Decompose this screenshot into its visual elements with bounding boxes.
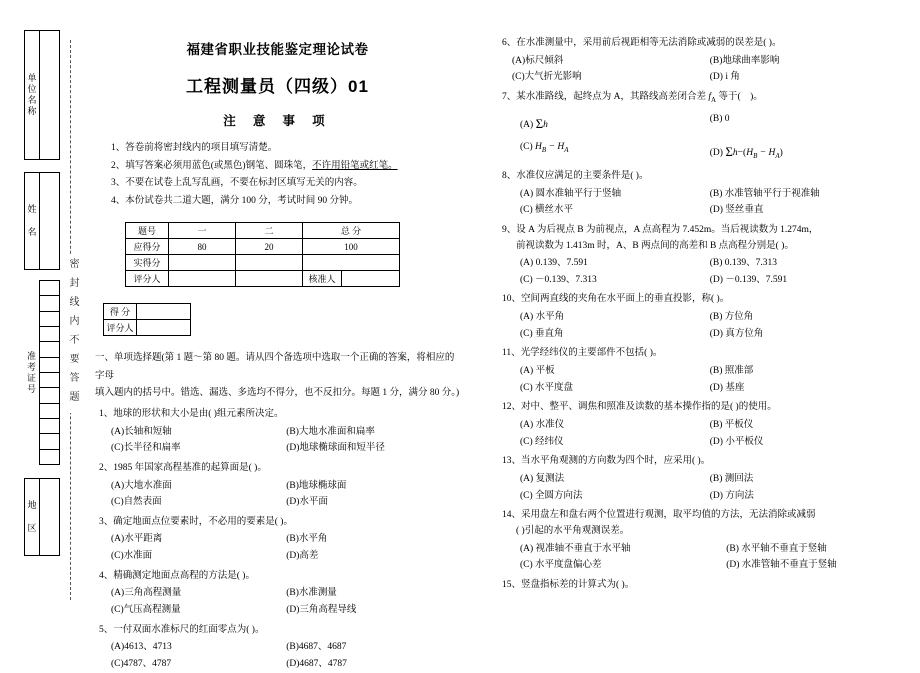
exam-number-cell[interactable] (40, 296, 59, 311)
question-stem (99, 515, 460, 531)
option-d[interactable]: (D) i 角 (709, 72, 740, 83)
question-1 (95, 407, 460, 457)
notice-list (95, 140, 460, 210)
option-a[interactable]: (A)大地水准面 (111, 480, 172, 491)
defen-label: 得 分 (104, 304, 137, 320)
question-number: 12、 (502, 402, 522, 413)
option-row (95, 639, 460, 656)
question-text: 设 A 为后视点 B 为前视点，A 点高程为 7.452m。当后视读数为 1.274m， (516, 224, 819, 235)
question-options (498, 53, 910, 86)
option-row (498, 138, 910, 165)
notice-item-2 (95, 158, 460, 176)
seal-field-name-input[interactable] (40, 173, 59, 269)
question-text: 在水准测量中，采用前后视距相等无法消除或减弱的误差是( )。 (516, 38, 782, 48)
option-b[interactable]: (B)4687、4687 (286, 642, 347, 653)
question-options (498, 309, 910, 342)
question-number: 7、 (502, 91, 517, 102)
option-row (95, 602, 460, 619)
left-column (95, 30, 460, 669)
option-c[interactable]: (C) 垂直角 (520, 328, 564, 339)
option-a[interactable]: (A) 圆水准轴平行于竖轴 (520, 188, 622, 199)
question-text: 确定地面点位要素时，不必用的要素是( )。 (113, 516, 293, 527)
option-c[interactable]: (C) 水平度盘偏心差 (520, 560, 602, 571)
option-d[interactable]: (D)三角高程导线 (286, 605, 357, 615)
question-stem (502, 346, 910, 362)
seal-field-name-label: 姓 名 (25, 173, 40, 269)
grader-label: 评分人 (104, 320, 137, 336)
exam-number-cell[interactable] (40, 312, 59, 327)
question-number: 9、 (502, 224, 517, 235)
question-stem (502, 454, 910, 470)
question-text: 精确测定地面点高程的方法是( )。 (113, 570, 255, 581)
option-a[interactable]: (A) 0.139、7.591 (520, 258, 588, 269)
question-number: 1、 (99, 408, 114, 419)
question-3 (95, 515, 460, 565)
option-a[interactable]: (A) 视准轴不垂直于水平轴 (520, 543, 631, 554)
option-a[interactable]: (A) Σh (520, 116, 548, 132)
option-c[interactable]: (C)气压高程测量 (111, 605, 181, 615)
score-cell[interactable] (169, 255, 236, 271)
seal-field-unit-label: 单位名称 (25, 31, 40, 159)
score-cell-total: 100 (303, 239, 400, 255)
question-2 (95, 461, 460, 511)
option-b[interactable]: (B)水准测量 (286, 588, 337, 599)
option-c[interactable]: (C)4787、4787 (111, 658, 172, 669)
option-d[interactable]: (D) 方向法 (709, 490, 754, 501)
section-heading-line1: 一、单项选择题(第 1 题～第 80 题。请从四个备选项中选取一个正确的答案，将相应的字母 (95, 353, 455, 381)
option-a[interactable]: (A)三角高程测量 (111, 588, 182, 599)
question-stem-line2: 前视读数为 1.413m 时，A、B 两点间的高差和 B 点高程分别是( )。 (516, 240, 794, 251)
question-number: 14、 (502, 510, 522, 521)
option-c[interactable]: (C) $H_B - H_A$ (520, 141, 569, 154)
option-d[interactable]: (D) 水准管轴不垂直于竖轴 (726, 560, 837, 571)
option-d[interactable]: (D) $\Sigma h-(H_B - H_A)$ (709, 143, 783, 160)
table-row (126, 223, 400, 239)
question-stem (99, 461, 460, 477)
exam-number-cell[interactable] (40, 450, 59, 465)
option-row (498, 417, 910, 434)
question-options (498, 186, 910, 219)
score-table (125, 222, 400, 287)
exam-number-cell[interactable] (40, 327, 59, 342)
exam-org-title: 福建省职业技能鉴定理论试卷 (186, 42, 369, 57)
option-a[interactable]: (A) 平板 (520, 366, 555, 377)
exam-number-cell[interactable] (40, 388, 59, 403)
score-stamp-box (103, 303, 191, 336)
seal-field-region-label: 地 区 (25, 479, 40, 555)
question-stem (99, 569, 460, 585)
question-7 (498, 90, 910, 165)
option-row (498, 488, 910, 505)
question-stem (502, 90, 910, 106)
section-heading-line2: 填入题内的括号中。错选、漏选、多选均不得分，也不反扣分。每题 1 分，满分 80 分。) (95, 388, 460, 399)
question-stem (99, 407, 460, 423)
score-row-label: 题号 (126, 223, 169, 239)
seal-field-exam-number-label: 准考证号 (26, 350, 36, 395)
option-row (95, 494, 460, 511)
question-text: 1985 年国家高程基准的起算面是( )。 (113, 462, 267, 473)
option-b[interactable]: (B) 水准管轴平行于视准轴 (709, 188, 820, 199)
seal-field-region-input[interactable] (40, 479, 59, 555)
question-stem (99, 623, 460, 639)
exam-number-cells[interactable] (39, 280, 60, 465)
question-number: 11、 (502, 348, 521, 359)
option-d[interactable]: (D) 小平板仪 (709, 436, 764, 447)
option-c[interactable]: (C) 经纬仪 (520, 436, 564, 447)
score-approver-cell[interactable] (342, 271, 400, 287)
question-options (95, 531, 460, 564)
option-b[interactable]: (B) 0.139、7.313 (709, 258, 778, 269)
table-row (126, 271, 400, 287)
option-row (498, 186, 910, 203)
grader-value[interactable] (137, 320, 191, 336)
option-b[interactable]: (B)大地水准面和扁率 (286, 426, 375, 437)
option-c[interactable]: (C) －0.139、7.313 (520, 274, 597, 285)
seal-field-exam-number[interactable] (24, 280, 60, 465)
option-b[interactable]: (B) 水平轴不垂直于竖轴 (726, 543, 827, 554)
notice-heading: 注 意 事 项 (223, 114, 332, 128)
question-text: 地球的形状和大小是由( )组元素所决定。 (113, 408, 284, 419)
option-row (498, 255, 910, 272)
option-row (498, 380, 910, 397)
option-row (95, 585, 460, 602)
exam-number-cell[interactable] (40, 373, 59, 388)
option-row (498, 557, 910, 574)
question-text: 光学经纬仪的主要部件不包括( )。 (520, 348, 663, 359)
question-text: 当水平角观测的方向数为四个时，应采用( )。 (521, 456, 711, 467)
option-a[interactable]: (A)标尺倾斜 (512, 55, 564, 66)
option-a[interactable]: (A)长轴和短轴 (111, 426, 172, 437)
right-column (498, 30, 910, 620)
option-c[interactable]: (C) 横丝水平 (520, 205, 574, 216)
option-row (498, 471, 910, 488)
option-b[interactable]: (B)地球椭球面 (286, 480, 347, 491)
option-row (95, 531, 460, 548)
table-row (104, 304, 191, 320)
table-row (126, 239, 400, 255)
question-stem (502, 169, 910, 185)
option-a[interactable]: (A) 水准仪 (520, 419, 565, 430)
option-b[interactable]: (B) 0 (709, 114, 730, 125)
score-row-label: 实得分 (126, 255, 169, 271)
score-cell: 一 (169, 223, 236, 239)
defen-value[interactable] (137, 304, 191, 320)
question-stem (502, 578, 910, 594)
question-options (498, 417, 910, 450)
question-number: 3、 (99, 516, 114, 527)
exam-subject-title: 工程测量员（四级）01 (186, 77, 369, 96)
score-row-label: 应得分 (126, 239, 169, 255)
score-row-label: 评分人 (126, 271, 169, 287)
exam-number-cell[interactable] (40, 358, 59, 373)
score-cell-total: 总 分 (303, 223, 400, 239)
option-d[interactable]: (D) 基座 (709, 382, 745, 393)
score-cell-total[interactable] (303, 255, 400, 271)
question-9 (498, 223, 910, 289)
exam-number-cell[interactable] (40, 281, 59, 296)
question-options (498, 363, 910, 396)
question-text: 某水准路线，起终点为 A，其路线高差闭合差 $f_A$ 等于( )。 (516, 91, 763, 104)
question-8 (498, 169, 910, 219)
table-row (104, 320, 191, 336)
option-b[interactable]: (B) 方位角 (709, 312, 754, 323)
question-text: 竖盘指标差的计算式为( )。 (521, 579, 635, 590)
score-approver-label: 核准人 (303, 271, 342, 287)
option-row (498, 272, 910, 289)
question-number: 15、 (502, 579, 522, 590)
question-options (498, 110, 910, 165)
option-d[interactable]: (D)水平面 (286, 497, 328, 508)
question-stem (502, 292, 910, 308)
option-c[interactable]: (C)长半径和扁率 (111, 443, 181, 454)
option-row (498, 53, 910, 70)
option-c[interactable]: (C) 全圆方向法 (520, 490, 583, 501)
notice-item-4: 4、本份试卷共二道大题，满分 100 分，考试时间 90 分钟。 (111, 195, 359, 206)
question-options (95, 639, 460, 672)
option-c[interactable]: (C)自然表面 (111, 497, 162, 508)
option-c[interactable]: (C) 水平度盘 (520, 382, 574, 393)
question-number: 8、 (502, 170, 517, 181)
option-c[interactable]: (C)水准面 (111, 551, 153, 562)
exam-number-cell[interactable] (40, 434, 59, 449)
option-c[interactable]: (C)大气折光影响 (512, 72, 582, 83)
score-cell: 二 (236, 223, 303, 239)
question-13 (498, 454, 910, 504)
option-d[interactable]: (D) 真方位角 (709, 328, 764, 339)
question-number: 5、 (99, 624, 114, 635)
question-number: 10、 (502, 294, 522, 305)
question-options (95, 424, 460, 457)
seal-field-unit-input[interactable] (40, 31, 59, 159)
score-cell[interactable] (236, 271, 303, 287)
option-a[interactable]: (A) 复测法 (520, 473, 565, 484)
score-cell[interactable] (169, 271, 236, 287)
question-4 (95, 569, 460, 619)
option-d[interactable]: (D)地球椭球面和短半径 (286, 443, 385, 454)
option-d[interactable]: (D)高差 (286, 551, 319, 562)
question-15 (498, 578, 910, 594)
notice-item-2-text: 2、填写答案必须用蓝色(或黑色)钢笔、圆珠笔， (111, 160, 313, 171)
notice-item-1: 1、答卷前将密封线内的项目填写清楚。 (111, 143, 278, 153)
notice-item-3: 3、不要在试卷上乱写乱画，不要在标封区填写无关的内容。 (111, 178, 363, 189)
question-10 (498, 292, 910, 342)
option-row (95, 478, 460, 495)
question-text: 一付双面水准标尺的红面零点为( )。 (113, 624, 265, 635)
question-stem-line2: ( )引起的水平角观测误差。 (516, 525, 630, 536)
question-options (498, 541, 910, 574)
option-row (498, 309, 910, 326)
question-options (498, 471, 910, 504)
option-d[interactable]: (D)4687、4787 (286, 658, 347, 669)
question-number: 6、 (502, 38, 517, 48)
seal-field-name[interactable] (24, 172, 60, 270)
score-cell[interactable] (236, 255, 303, 271)
option-row (498, 326, 910, 343)
question-options (95, 585, 460, 618)
question-stem (502, 400, 910, 416)
score-cell: 20 (236, 239, 303, 255)
option-d[interactable]: (D) －0.139、7.591 (709, 274, 788, 285)
question-14 (498, 508, 910, 574)
option-row (498, 541, 910, 558)
option-a[interactable]: (A)水平距离 (111, 534, 163, 545)
question-stem (502, 223, 910, 239)
option-b[interactable]: (B) 测回法 (709, 473, 754, 484)
option-row (498, 434, 910, 451)
option-a[interactable]: (A)4613、4713 (111, 642, 172, 653)
option-b[interactable]: (B)地球曲率影响 (709, 55, 780, 66)
exam-number-cell[interactable] (40, 404, 59, 419)
question-stem (502, 36, 910, 52)
section-heading (95, 350, 460, 403)
question-11 (498, 346, 910, 396)
question-5 (95, 623, 460, 673)
question-stem (502, 508, 910, 524)
question-12 (498, 400, 910, 450)
option-b[interactable]: (B) 平板仪 (709, 419, 754, 430)
option-b[interactable]: (B)水平角 (286, 534, 328, 545)
option-row (498, 69, 910, 86)
option-row (95, 424, 460, 441)
seal-field-unit[interactable] (24, 30, 60, 160)
seal-field-region[interactable] (24, 478, 60, 556)
seal-warning-text: 密封线内不要答题 (60, 255, 80, 413)
question-text: 采用盘左和盘右两个位置进行观测，取平均值的方法，无法消除或减弱 (521, 510, 816, 521)
option-row (95, 440, 460, 457)
question-number: 13、 (502, 456, 522, 467)
exam-number-cell[interactable] (40, 419, 59, 434)
question-text: 水准仪应满足的主要条件是( )。 (516, 170, 649, 181)
option-b[interactable]: (B) 照准部 (709, 366, 754, 377)
option-a[interactable]: (A) 水平角 (520, 312, 565, 323)
option-row (498, 110, 910, 137)
question-options (95, 478, 460, 511)
option-row (498, 363, 910, 380)
exam-number-cell[interactable] (40, 342, 59, 357)
question-options (498, 255, 910, 288)
question-6 (498, 36, 910, 86)
table-row (126, 255, 400, 271)
question-number: 4、 (99, 570, 114, 581)
notice-item-2-underline: 不许用铅笔或红笔。 (312, 160, 398, 171)
question-text: 对中、整平、调焦和照准及读数的基本操作指的是( )的使用。 (521, 402, 777, 413)
option-row (498, 202, 910, 219)
option-d[interactable]: (D) 竖丝垂直 (709, 205, 764, 216)
option-row (95, 548, 460, 565)
score-cell: 80 (169, 239, 236, 255)
question-number: 2、 (99, 462, 114, 473)
question-text: 空间两直线的夹角在水平面上的垂直投影，称( )。 (521, 294, 730, 305)
option-row (95, 656, 460, 673)
